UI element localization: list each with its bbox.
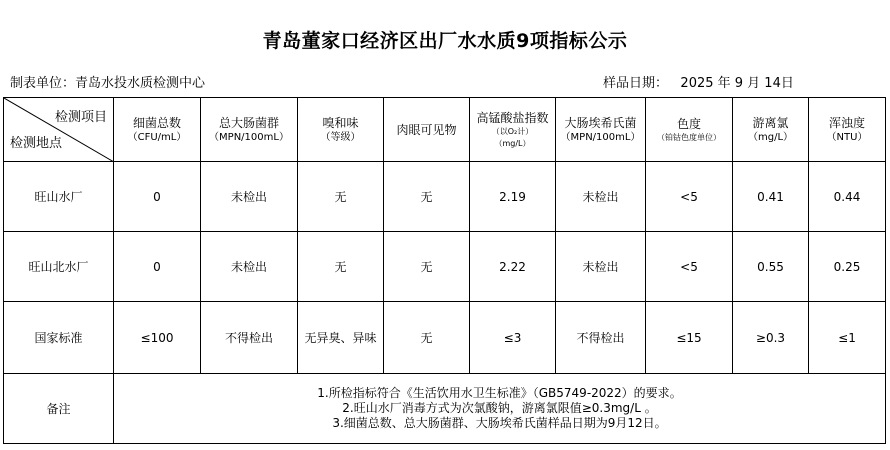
header-unit-2: （mg/L） [494, 138, 531, 148]
table-cell: 无 [298, 162, 384, 232]
notes-row [4, 374, 886, 444]
note-line: 3.细菌总数、总大肠菌群、大肠埃希氏菌样品日期为9月12日。 [332, 416, 667, 430]
header-name: 大肠埃希氏菌 [564, 115, 637, 130]
table-cell: <5 [646, 232, 733, 302]
table-cell: 无异臭、异味 [298, 302, 384, 374]
table-cell: 未检出 [201, 232, 298, 302]
table-cell: 无 [384, 232, 470, 302]
header-unit: （CFU/mL） [127, 131, 187, 143]
table-cell: 未检出 [201, 162, 298, 232]
header-e-coli [556, 98, 646, 162]
sample-date [603, 72, 794, 91]
header-name: 高锰酸盐指数 [476, 110, 549, 125]
table-cell: ≤100 [114, 302, 201, 374]
header-name: 细菌总数 [132, 115, 181, 130]
header-unit: （NTU） [826, 131, 868, 143]
table-cell: 0.55 [733, 232, 809, 302]
table-row [4, 162, 886, 232]
table-cell: 0.44 [809, 162, 886, 232]
header-unit: （MPN/100mL） [209, 131, 289, 143]
notes-label: 备注 [4, 374, 114, 444]
header-name: 肉眼可见物 [396, 122, 457, 137]
table-cell: 不得检出 [556, 302, 646, 374]
row-label: 旺山北水厂 [4, 232, 114, 302]
table-cell: 0 [114, 232, 201, 302]
table-cell: ≤15 [646, 302, 733, 374]
table-cell: <5 [646, 162, 733, 232]
table-cell: ≤1 [809, 302, 886, 374]
sample-date-value: 2025 年 9 月 14日 [680, 76, 794, 91]
header-name: 浑浊度 [828, 115, 865, 130]
table-cell: ≤3 [470, 302, 556, 374]
header-total-coliforms [201, 98, 298, 162]
table-cell: 不得检出 [201, 302, 298, 374]
note-line: 2.旺山水厂消毒方式为次氯酸钠，游离氯限值≥0.3mg/L 。 [342, 401, 657, 415]
header-bacteria-total [114, 98, 201, 162]
sample-date-label: 样品日期： [603, 76, 669, 91]
table-cell: 0.25 [809, 232, 886, 302]
header-unit: （等级） [320, 131, 361, 143]
table-cell: 无 [384, 162, 470, 232]
table-cell: 2.19 [470, 162, 556, 232]
header-row [4, 98, 886, 162]
header-name: 游离氯 [752, 115, 789, 130]
table-row [4, 232, 886, 302]
header-name: 嗅和味 [322, 115, 359, 130]
row-label: 国家标准 [4, 302, 114, 374]
table-cell: 无 [298, 232, 384, 302]
water-quality-table [3, 97, 886, 444]
note-line: 1.所检指标符合《生活饮用水卫生标准》（GB5749-2022）的要求。 [317, 386, 682, 400]
table-cell: 2.22 [470, 232, 556, 302]
corner-label-items: 检测项目 [54, 110, 107, 125]
header-name: 总大肠菌群 [218, 115, 279, 130]
issuing-unit: 制表单位：青岛水投水质检测中心 [10, 76, 206, 91]
table-row [4, 302, 886, 374]
header-permanganate-index [470, 98, 556, 162]
header-turbidity [809, 98, 886, 162]
table-cell: ≥0.3 [733, 302, 809, 374]
header-name: 色度 [676, 116, 701, 131]
header-unit: （MPN/100mL） [560, 131, 641, 143]
table-cell: 0 [114, 162, 201, 232]
header-chroma [646, 98, 733, 162]
header-visible-matter [384, 98, 470, 162]
table-cell: 未检出 [556, 162, 646, 232]
header-odor-taste [298, 98, 384, 162]
header-unit: （mg/L） [747, 131, 794, 143]
header-free-chlorine [733, 98, 809, 162]
notes-content [114, 374, 886, 444]
header-unit: （以O₂计） [491, 126, 534, 136]
table-cell: 0.41 [733, 162, 809, 232]
table-cell: 无 [384, 302, 470, 374]
corner-label-locations: 检测地点 [10, 136, 63, 151]
row-label: 旺山水厂 [4, 162, 114, 232]
header-corner-cell [4, 98, 114, 162]
page-title: 青岛董家口经济区出厂水水质9项指标公示 [262, 30, 628, 52]
header-unit: （铂钴色度单位） [657, 132, 721, 142]
table-cell: 未检出 [556, 232, 646, 302]
